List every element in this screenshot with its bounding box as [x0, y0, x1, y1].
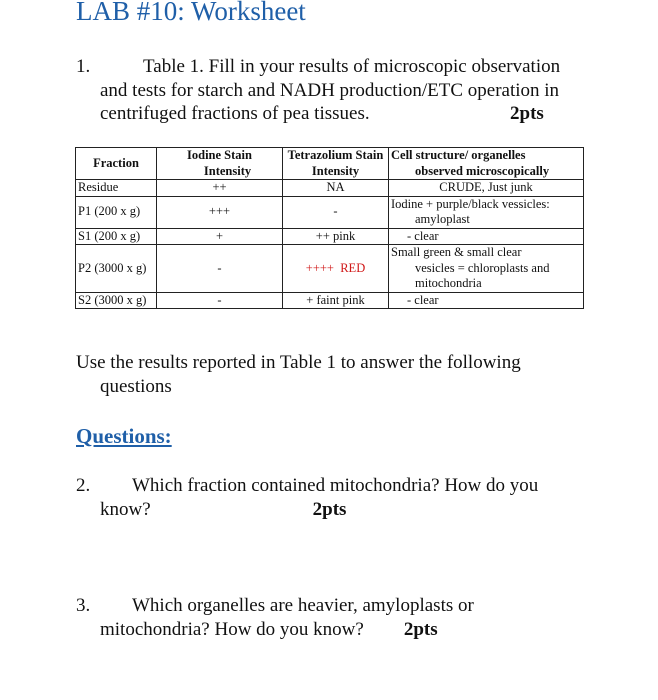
question-3-line2: mitochondria? How do you know?	[100, 618, 364, 640]
question-1-line3: centrifuged fractions of pea tissues.	[100, 103, 370, 124]
question-1-number: 1.	[76, 56, 91, 77]
question-1	[76, 55, 616, 126]
question-2-points: 2pts	[312, 498, 347, 520]
instructions-line2: questions	[100, 375, 172, 397]
cell-fraction: S2 (3000 x g)	[76, 292, 157, 309]
table-row	[76, 196, 584, 228]
table-header-row	[76, 148, 584, 180]
instructions-line1: Use the results reported in Table 1 to answer the following	[76, 352, 521, 373]
cell-structure: Small green & small clear vesicles = chloroplasts and mitochondria	[389, 245, 584, 293]
question-2-number: 2.	[76, 475, 91, 496]
header-tetrazolium: Tetrazolium Stain Intensity	[283, 148, 389, 180]
question-1-line2: and tests for starch and NADH production/ETC operation in	[100, 79, 560, 101]
question-3-points: 2pts	[403, 618, 438, 640]
question-1-points: 2pts	[510, 103, 544, 124]
cell-fraction: P1 (200 x g)	[76, 196, 157, 228]
cell-structure: - clear	[389, 292, 584, 309]
cell-iodine: -	[157, 245, 283, 293]
cell-structure: CRUDE, Just junk	[389, 180, 584, 197]
cell-tetrazolium: ++++ RED	[283, 245, 389, 293]
header-cell-structure: Cell structure/ organelles observed microscopically	[389, 148, 584, 180]
cell-tetrazolium: -	[283, 196, 389, 228]
question-1-line1: Table 1. Fill in your results of microscopic observation	[143, 56, 561, 77]
question-3-line1: Which organelles are heavier, amyloplasts or	[132, 595, 474, 616]
question-2-line2: know?	[100, 498, 151, 520]
cell-structure: Iodine + purple/black vessicles: amyloplast	[389, 196, 584, 228]
question-2-line1: Which fraction contained mitochondria? How do you	[132, 475, 539, 496]
cell-fraction: P2 (3000 x g)	[76, 245, 157, 293]
instructions	[76, 351, 616, 398]
table-row	[76, 245, 584, 293]
cell-fraction: S1 (200 x g)	[76, 228, 157, 245]
cell-tetrazolium: NA	[283, 180, 389, 197]
questions-heading: Questions:	[76, 424, 172, 448]
cell-iodine: +++	[157, 196, 283, 228]
page-title: LAB #10: Worksheet	[76, 0, 306, 26]
cell-structure: - clear	[389, 228, 584, 245]
question-3-number: 3.	[76, 595, 91, 616]
table-row	[76, 292, 584, 309]
results-table	[75, 147, 584, 309]
header-iodine: Iodine Stain Intensity	[157, 148, 283, 180]
question-3	[76, 594, 616, 641]
cell-fraction: Residue	[76, 180, 157, 197]
cell-iodine: +	[157, 228, 283, 245]
table-row	[76, 228, 584, 245]
cell-iodine: ++	[157, 180, 283, 197]
question-2	[76, 474, 616, 521]
cell-iodine: -	[157, 292, 283, 309]
cell-tetrazolium: ++ pink	[283, 228, 389, 245]
table-row	[76, 180, 584, 197]
cell-tetrazolium: + faint pink	[283, 292, 389, 309]
header-fraction: Fraction	[76, 148, 157, 180]
